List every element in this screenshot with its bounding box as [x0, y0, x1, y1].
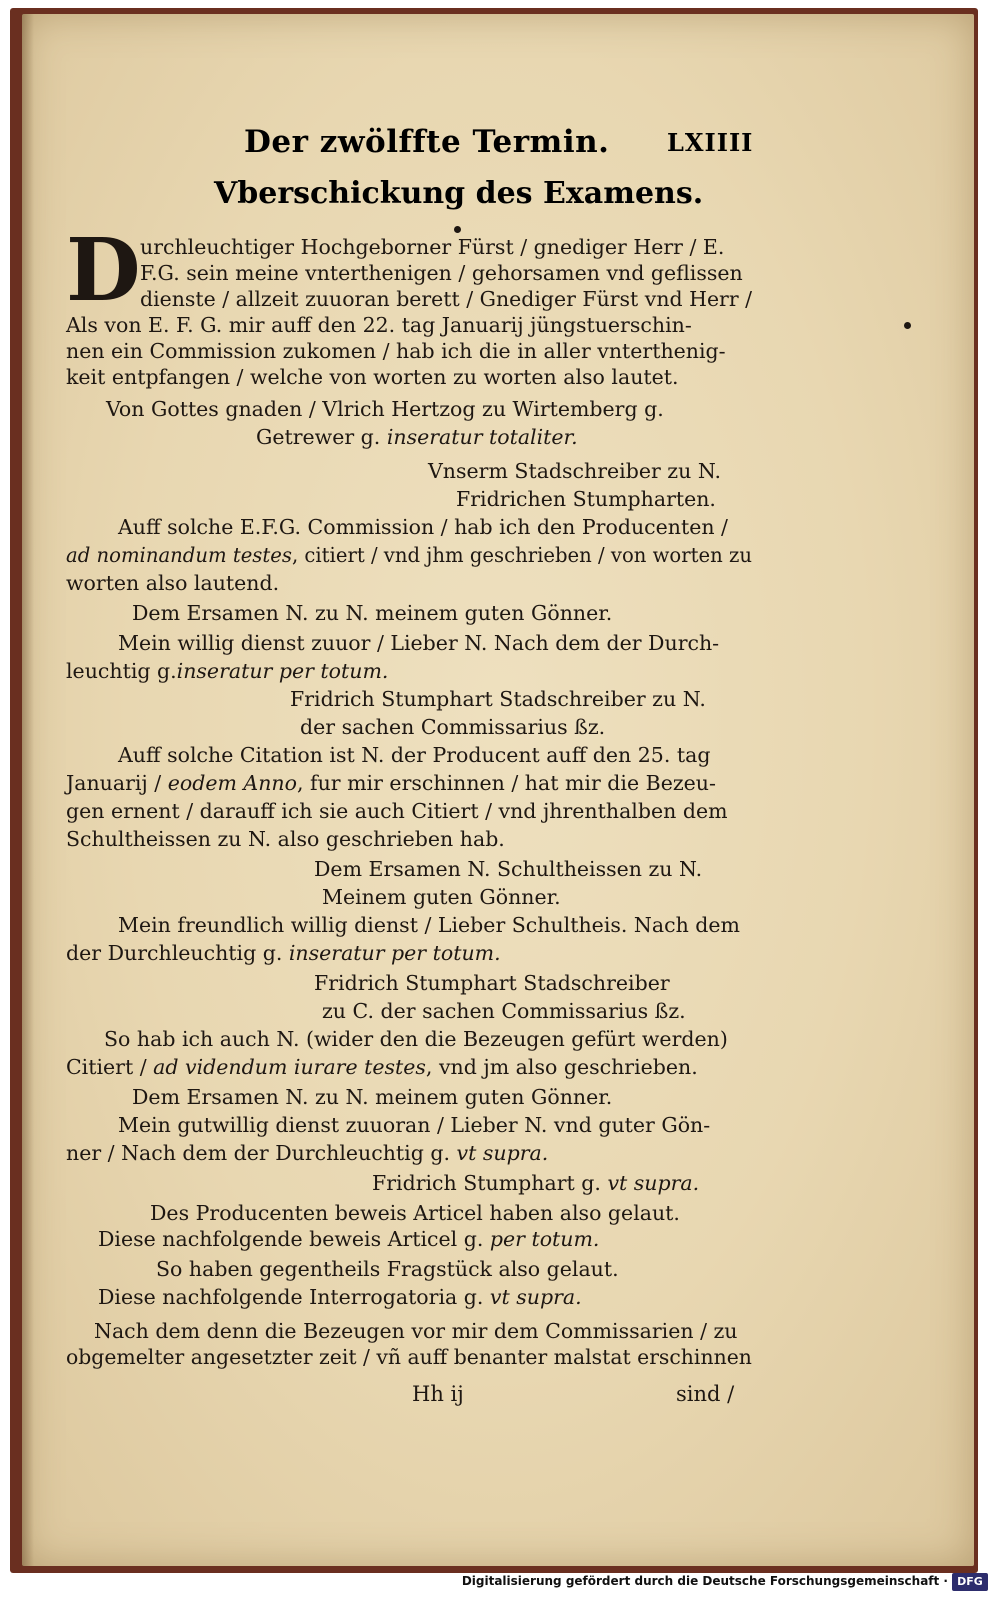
- text-run: Des Producenten beweis Articel haben also gelaut.: [150, 1201, 680, 1225]
- text-run: Dem Ersamen N. zu N. meinem guten Gönner.: [132, 1085, 613, 1109]
- text-run: Schultheissen zu N. also geschrieben hab.: [66, 827, 505, 851]
- text-run: Fridrich Stumphart g.: [372, 1171, 608, 1195]
- text-run: Fridrich Stumphart Stadschreiber: [314, 971, 670, 995]
- dfg-logo: DFG: [952, 1573, 988, 1591]
- latin-phrase: vt supra.: [489, 1285, 582, 1309]
- text-run: nen ein Commission zukomen / hab ich die in aller vnterthenig-: [66, 339, 726, 363]
- text-line: [104, 1026, 728, 1052]
- digitization-credit: Digitalisierung gefördert durch die Deutsche Forschungsgemeinschaft ·: [461, 1574, 948, 1588]
- running-title: Der zwölffte Termin.: [244, 124, 610, 160]
- gutter-shadow: [22, 14, 34, 1566]
- text-run: Diese nachfolgende beweis Articel g.: [98, 1227, 490, 1251]
- text-line: [106, 396, 664, 422]
- text-line: [150, 1200, 680, 1226]
- text-run: Als von E. F. G. mir auff den 22. tag Januarij jüngstuerschin-: [66, 313, 692, 337]
- text-line: [372, 1170, 699, 1196]
- text-line: [66, 940, 501, 966]
- text-line: [140, 260, 743, 286]
- text-line: [300, 714, 605, 740]
- text-run: Januarij /: [66, 771, 168, 795]
- text-line: [314, 856, 702, 882]
- text-run: Mein gutwillig dienst zuuoran / Lieber N. vnd guter Gön-: [118, 1113, 711, 1137]
- text-run: zu C. der sachen Commissarius ßz.: [322, 999, 686, 1023]
- text-line: [140, 286, 752, 312]
- text-run: dienste / allzeit zuuoran berett / Gnediger Fürst vnd Herr /: [140, 287, 753, 311]
- text-line: [66, 826, 505, 852]
- text-run: F.G. sein meine vnterthenigen / gehorsamen vnd geflissen: [140, 261, 743, 285]
- text-line: [314, 970, 670, 996]
- text-line: [118, 514, 728, 540]
- latin-phrase: inseratur per totum.: [176, 659, 389, 683]
- text-line: [322, 884, 561, 910]
- text-line: [118, 1112, 710, 1138]
- text-run: urchleuchtiger Hochgeborner Fürst / gnediger Herr / E.: [140, 235, 725, 259]
- text-line: [94, 1318, 738, 1344]
- text-run: , fur mir erschinnen / hat mir die Bezeu-: [296, 771, 716, 795]
- text-run: Von Gottes gnaden / Vlrich Hertzog zu Wirtemberg g.: [106, 397, 664, 421]
- text-run: keit entpfangen / welche von worten zu worten also lautet.: [66, 365, 679, 389]
- text-run: obgemelter angesetzter zeit / vñ auff benanter malstat erschinnen: [66, 1345, 752, 1369]
- text-line: [98, 1226, 599, 1252]
- latin-phrase: vt supra.: [456, 1141, 549, 1165]
- latin-phrase: eodem Anno: [167, 771, 297, 795]
- text-line: [66, 798, 728, 824]
- text-line: [66, 364, 679, 390]
- text-line: [66, 658, 388, 684]
- text-run: So hab ich auch N. (wider den die Bezeugen gefürt werden): [104, 1027, 728, 1051]
- text-run: Nach dem denn die Bezeugen vor mir dem Commissarien / zu: [94, 1319, 738, 1343]
- latin-phrase: inseratur totaliter.: [386, 425, 578, 449]
- folio-number: LXIIII: [667, 128, 754, 157]
- text-run: der sachen Commissarius ßz.: [300, 715, 606, 739]
- text-run: Diese nachfolgende Interrogatoria g.: [98, 1285, 490, 1309]
- text-run: Mein willig dienst zuuor / Lieber N. Nach dem der Durch-: [118, 631, 720, 655]
- text-line: [132, 1084, 612, 1110]
- latin-phrase: ad nominandum testes: [66, 543, 292, 567]
- ornament-dot: [454, 226, 461, 233]
- text-line: [118, 912, 740, 938]
- text-line: [66, 770, 716, 796]
- text-run: worten also lautend.: [66, 571, 280, 595]
- catchword: sind /: [676, 1382, 735, 1406]
- text-line: [456, 486, 716, 512]
- text-run: Citiert /: [66, 1055, 154, 1079]
- latin-phrase: per totum.: [489, 1227, 600, 1251]
- text-run: So haben gegentheils Fragstück also gelaut.: [156, 1257, 619, 1281]
- text-line: [132, 600, 612, 626]
- text-line: [256, 424, 578, 450]
- signature-mark: Hh ij: [412, 1382, 464, 1406]
- margin-dot: [904, 322, 911, 329]
- text-line: [140, 234, 724, 260]
- text-run: Fridrich Stumphart Stadschreiber zu N.: [290, 687, 706, 711]
- text-line: [156, 1256, 619, 1282]
- latin-phrase: ad videndum iurare testes: [153, 1055, 426, 1079]
- text-run: Dem Ersamen N. Schultheissen zu N.: [314, 857, 703, 881]
- text-line: [66, 1054, 698, 1080]
- text-run: der Durchleuchtig g.: [66, 941, 289, 965]
- text-run: , citiert / vnd jhm geschrieben / von worten zu: [291, 543, 752, 567]
- text-line: [290, 686, 706, 712]
- text-line: [98, 1284, 582, 1310]
- text-line: [66, 312, 692, 338]
- text-line: [118, 630, 719, 656]
- drop-initial: D: [66, 220, 141, 321]
- latin-phrase: vt supra.: [607, 1171, 700, 1195]
- text-run: Vnserm Stadschreiber zu N.: [428, 459, 721, 483]
- text-run: Getrewer g.: [256, 425, 387, 449]
- text-line: [66, 542, 752, 568]
- text-run: Meinem guten Gönner.: [322, 885, 561, 909]
- text-line: [66, 1140, 548, 1166]
- text-run: gen ernent / darauff ich sie auch Citiert / vnd jhrenthalben dem: [66, 799, 728, 823]
- text-run: Mein freundlich willig dienst / Lieber Schultheis. Nach dem: [118, 913, 740, 937]
- text-line: [66, 1344, 752, 1370]
- text-run: Dem Ersamen N. zu N. meinem guten Gönner.: [132, 601, 613, 625]
- text-line: [322, 998, 686, 1024]
- text-line: [66, 338, 726, 364]
- section-heading: Vberschickung des Examens.: [214, 176, 704, 211]
- text-run: , vnd jm also geschrieben.: [425, 1055, 698, 1079]
- text-run: leuchtig g.: [66, 659, 177, 683]
- text-run: Fridrichen Stumpharten.: [456, 487, 716, 511]
- text-line: [66, 570, 279, 596]
- text-line: [428, 458, 721, 484]
- text-run: Auff solche E.F.G. Commission / hab ich den Producenten /: [118, 515, 728, 539]
- text-run: ner / Nach dem der Durchleuchtig g.: [66, 1141, 457, 1165]
- latin-phrase: inseratur per totum.: [288, 941, 501, 965]
- text-line: [118, 742, 710, 768]
- text-run: Auff solche Citation ist N. der Producent auff den 25. tag: [118, 743, 711, 767]
